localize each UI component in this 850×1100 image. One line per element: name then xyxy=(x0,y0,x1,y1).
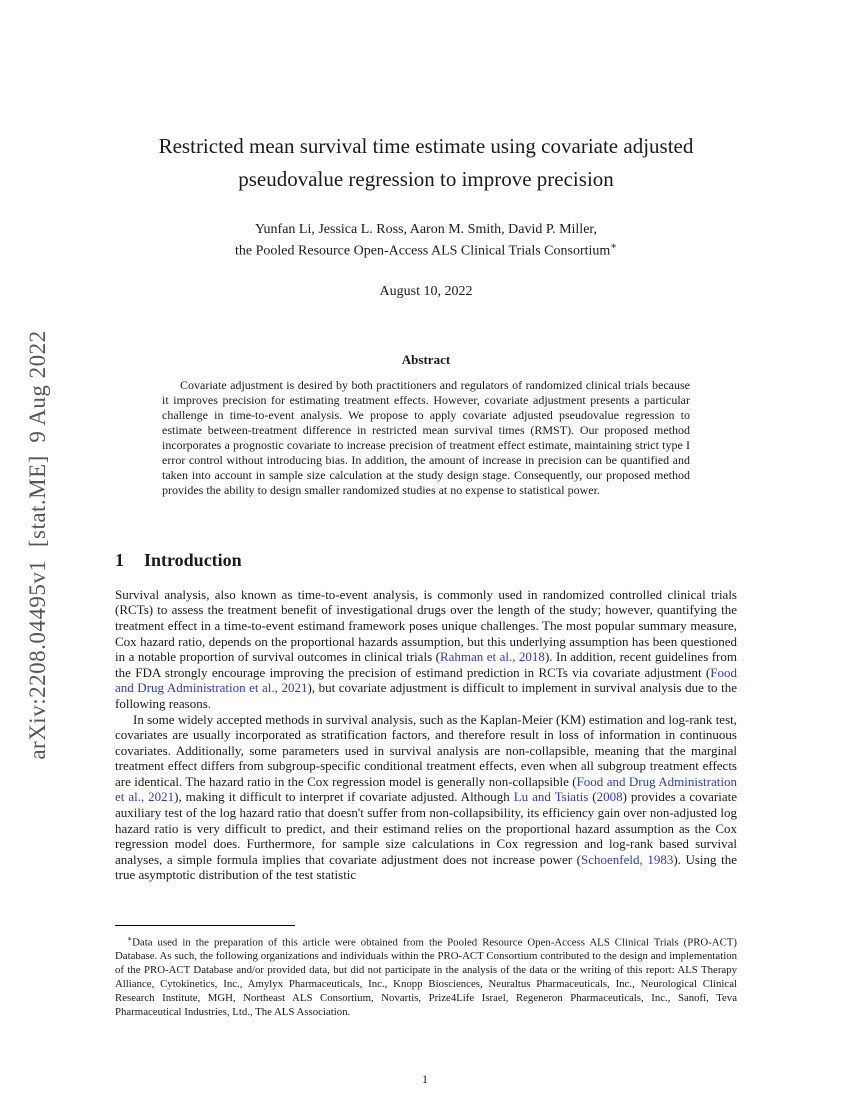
paper-title: Restricted mean survival time estimate using covariate adjusted pseudovalue regression to improve precision xyxy=(158,134,694,191)
paragraph-text: ), making it difficult to interpret if covariate adjusted. Although xyxy=(174,789,514,805)
arxiv-watermark: arXiv:2208.04495v1 [stat.ME] 9 Aug 2022 xyxy=(25,330,50,760)
footnote-text xyxy=(115,932,737,1019)
citation-link[interactable]: Food and Drug Administration et al., 2021 xyxy=(115,664,737,696)
abstract-text: Covariate adjustment is desired by both practitioners and regulators of randomized clinical trials because it improves precision for estimating treatment effects. However, covariate adjustment presents a particular challenge in time-to-event analysis. We propose to apply covariate adjusted pseudovalue regression to estimate between-treatment difference in restricted mean survival times (RMST). Our proposed method incorporates a prognostic covariate to increase precision of treatment effect estimate, maintaining strict type I error control without introducing bias. In addition, the amount of increase in precision can be quantified and taken into account in sample size calculation at the study design stage. Consequently, our proposed method provides the ability to design smaller randomized studies at no expense to statistical power. xyxy=(162,377,690,497)
footnote-block xyxy=(115,925,737,1019)
section-number: 1 xyxy=(115,549,124,570)
paper-content xyxy=(115,0,737,883)
page-number: 1 xyxy=(422,1072,428,1086)
paragraph-text: Survival analysis, also known as time-to-event analysis, is commonly used in randomized controlled clinical trials (RCTs) to assess the treatment benefit of investigational drugs over the length of the study; however, quantifying the treatment effect in a time-to-event estimand framework poses unique challenges. The most popular summary measure, Cox hazard ratio, depends on the proportional hazards assumption, but this underlying assumption has been questioned in a notable proportion of survival outcomes in clinical trials ( xyxy=(115,586,737,665)
paragraph-text: ) provides a covariate auxiliary test of the log hazard ratio that doesn't suffer from non-collapsibility, its efficiency gain over non-adjusted log hazard ratio is very difficult to predict, and their estimand relies on the proportional hazard assumption as the Cox regression model does. Furthermore, for sample size calculations in Cox regression and log-rank based survival analyses, a simple formula implies that covariate adjustment does not increase power ( xyxy=(115,789,737,867)
paragraph-text: ). In addition, recent guidelines from the FDA strongly encourage improving the precision of estimand prediction in RCTs via covariate adjustment ( xyxy=(115,649,737,680)
citation-link[interactable]: Schoenfeld, 1983 xyxy=(581,851,674,867)
citation-link[interactable]: Rahman et al., 2018 xyxy=(439,649,545,665)
body-text xyxy=(115,587,737,883)
citation-link[interactable]: 2008 xyxy=(596,789,623,805)
author-line-2-text: the Pooled Resource Open-Access ALS Clinical Trials Consortium xyxy=(235,243,611,259)
citation-link[interactable]: Lu and Tsiatis xyxy=(513,789,589,805)
author-line-2 xyxy=(115,240,737,262)
paragraph-text: ( xyxy=(588,789,597,805)
footnote-marker: ∗ xyxy=(127,934,133,943)
section-title: Introduction xyxy=(144,549,242,570)
author-block xyxy=(115,219,737,262)
author-line-1: Yunfan Li, Jessica L. Ross, Aaron M. Smith, David P. Miller, xyxy=(254,222,598,238)
footnote-rule xyxy=(115,925,295,926)
paragraph-text: ), but covariate adjustment is difficult to implement in survival analysis due to the following reasons. xyxy=(115,680,737,711)
body-paragraph xyxy=(115,712,737,884)
abstract-section xyxy=(162,352,690,498)
section-heading-introduction xyxy=(115,550,737,571)
abstract-heading: Abstract xyxy=(401,351,451,367)
author-footnote-marker: ∗ xyxy=(610,241,617,253)
citation-link[interactable]: Food and Drug Administration et al., 2021 xyxy=(115,773,737,805)
paragraph-text: In some widely accepted methods in survival analysis, such as the Kaplan-Meier (KM) estimation and log-rank test, covariates are usually incorporated as stratification factors, and therefore result in loss of information in continuous covariates. Additionally, some parameters used in survival analysis are non-collapsible, meaning that the marginal treatment effect differs from subgroup-specific conditional treatment effects, even when all subgroup treatment effects are identical. The hazard ratio in the Cox regression model is generally non-collapsible ( xyxy=(115,711,737,789)
body-paragraph xyxy=(115,587,737,712)
footnote-body: Data used in the preparation of this article were obtained from the Pooled Resource Open-Access ALS Clinical Trials (PRO-ACT) Database. As such, the following organizations and individuals within the PRO-ACT Consortium contributed to the design and implementation of the PRO-ACT Database and/or provided data, but did not participate in the analysis of the data or the writing of this report: ALS Therapy Alliance, Cytokinetics, Inc., Amylyx Pharmaceuticals, Inc., Knopp Biosciences, Neuraltus Pharmaceuticals, Inc., Neurological Clinical Research Institute, MGH, Northeast ALS Consortium, Novartis, Prize4Life Israel, Regeneron Pharmaceuticals, Inc., Sanofi, Teva Pharmaceutical Industries, Ltd., The ALS Association. xyxy=(115,936,737,1018)
paragraph-text: ). Using the true asymptotic distribution of the test statistic xyxy=(115,851,737,883)
paper-date: August 10, 2022 xyxy=(379,283,473,299)
